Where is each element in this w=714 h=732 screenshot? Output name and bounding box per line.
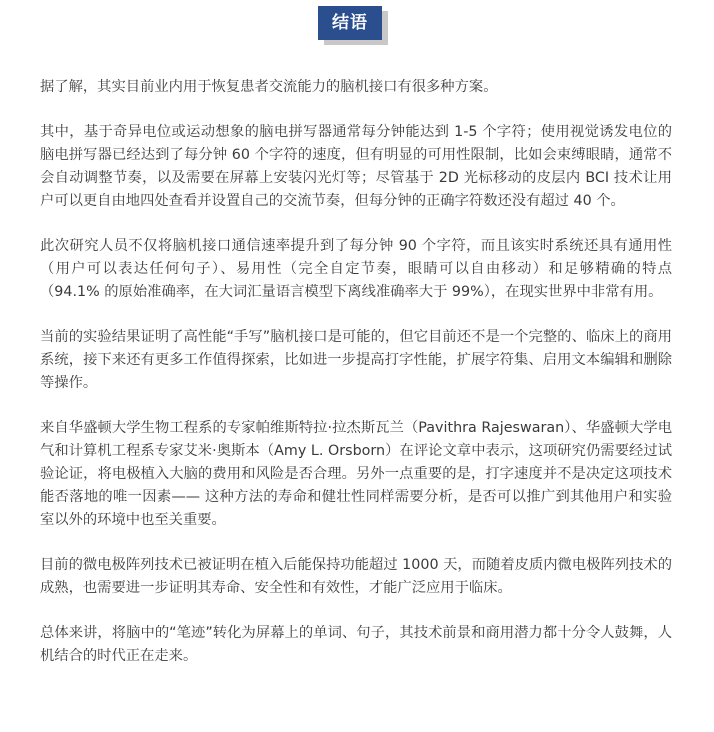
section-heading-title: 结语 [318,6,382,40]
paragraph-new-system: 此次研究人员不仅将脑机接口通信速率提升到了每分钟 90 个字符，而且该实时系统还具有通用性（用户可以表达任何句子）、易用性（完全自定节奏，眼睛可以自由移动）和足够精确的特点（94.1% 的原始准确率，在大词汇量语言模型下离线准确率大于 99%），在现实世界中非常有用。 [40,238,672,300]
section-heading [0,6,714,48]
article-body [40,76,672,690]
paragraph-conclusion: 总体来讲，将脑中的“笔迹”转化为屏幕上的单词、句子，其技术前景和商用潜力都十分令人鼓舞，人机结合的时代正在走来。 [40,625,672,664]
paragraph-expert-comment: 来自华盛顿大学生物工程系的专家帕维斯特拉·拉杰斯瓦兰（Pavithra Rajeswaran）、华盛顿大学电气和计算机工程系专家艾米·奥斯本（Amy L. Orsborn）在评论文章中表示，这项研究仍需要经过试验论证，将电极植入大脑的费用和风险是否合理。另外一点重要的是，打字速度并不是决定这项技术能否落地的唯一因素—— 这种方法的寿命和健壮性同样需要分析，是否可以推广到其他用户和实验室以外的环境中也至关重要。 [40,420,672,528]
paragraph-future-work: 当前的实验结果证明了高性能“手写”脑机接口是可能的，但它目前还不是一个完整的、临床上的商用系统，接下来还有更多工作值得探索，比如进一步提高打字性能，扩展字符集、启用文本编辑和删除等操作。 [40,329,672,391]
paragraph-electrode-lifespan: 目前的微电极阵列技术已被证明在植入后能保持功能超过 1000 天，而随着皮质内微电极阵列技术的成熟，也需要进一步证明其寿命、安全性和有效性，才能广泛应用于临床。 [40,557,672,596]
paragraph-existing-methods: 其中，基于奇异电位或运动想象的脑电拼写器通常每分钟能达到 1-5 个字符；使用视觉诱发电位的脑电拼写器已经达到了每分钟 60 个字符的速度，但有明显的可用性限制，比如会束缚眼睛，通常不会自动调整节奏，以及需要在屏幕上安装闪光灯等；尽管基于 2D 光标移动的皮层内 BCI 技术让用户可以更自由地四处查看并设置自己的交流节奏，但每分钟的正确字符数还没有超过 40 个。 [40,124,672,209]
paragraph-intro: 据了解，其实目前业内用于恢复患者交流能力的脑机接口有很多种方案。 [40,79,498,95]
